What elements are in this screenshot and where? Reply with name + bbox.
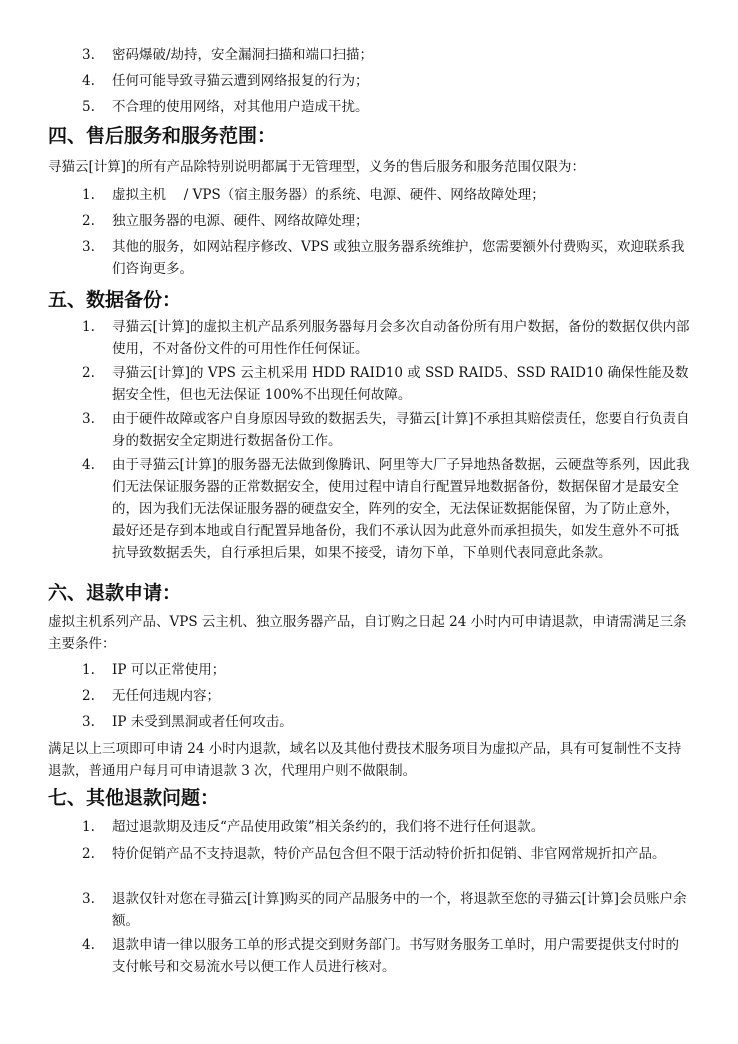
list-item: 3. 退款仅针对您在寻猫云[计算]购买的同产品服务中的一个，将退款至您的寻猫云[计算]会员账户余额。: [82, 891, 687, 929]
list-item: 2. 特价促销产品不支持退款，特价产品包含但不限于活动特价折扣促销、非官网常规折扣产品。: [82, 846, 666, 862]
list-item: 4. 退款申请一律以服务工单的形式提交到财务部门。书写财务服务工单时，用户需要提供支付时的支付帐号和交易流水号以便工作人员进行核对。: [82, 937, 679, 975]
section-heading-data-backup: 五、数据备份：: [48, 289, 182, 311]
list-item: 3. IP 未受到黑洞或者任何攻击。: [82, 714, 293, 730]
section-outro: 满足以上三项即可申请 24 小时内退款，域名以及其他付费技术服务项目为虚拟产品，具有可复制性不支持退款，普通用户每月可申请退款 3 次，代理用户则不做限制。: [48, 741, 682, 779]
list-item: 2. 无任何违规内容；: [82, 688, 220, 704]
section-intro: 寻猫云[计算]的所有产品除特别说明都属于无管理型，义务的售后服务和服务范围仅限为：: [48, 159, 586, 175]
list-item: 1. IP 可以正常使用；: [82, 662, 226, 678]
list-item: 3. 密码爆破/劫持，安全漏洞扫描和端口扫描；: [82, 47, 374, 63]
list-item: 2. 寻猫云[计算]的 VPS 云主机采用 HDD RAID10 或 SSD RAID5、SSD RAID10 确保性能及数据安全性，但也无法保证 100%不出现任何故障。: [82, 365, 689, 403]
list-item: 1. 超过退款期及违反“产品使用政策”相关条约的，我们将不进行任何退款。: [82, 819, 545, 835]
section-heading-after-sales: 四、售后服务和服务范围：: [48, 125, 277, 147]
list-item: 2. 独立服务器的电源、硬件、网络故障处理；: [82, 213, 369, 229]
section-heading-other-refund: 七、其他退款问题：: [48, 787, 220, 809]
list-item: 1. 虚拟主机 / VPS（宿主服务器）的系统、电源、硬件、网络故障处理；: [82, 187, 545, 203]
list-item: 3. 其他的服务，如网站程序修改、VPS 或独立服务器系统维护，您需要额外付费购买，欢迎联系我们咨询更多。: [82, 239, 685, 277]
list-item: 3. 由于硬件故障或客户自身原因导致的数据丢失，寻猫云[计算]不承担其赔偿责任，您要自行负责自身的数据安全定期进行数据备份工作。: [82, 411, 690, 449]
list-item: 4. 任何可能导致寻猫云遭到网络报复的行为；: [82, 73, 369, 89]
section-heading-refund-application: 六、退款申请：: [48, 582, 182, 604]
list-item: 1. 寻猫云[计算]的虚拟主机产品系列服务器每月会多次自动备份所有用户数据，备份的数据仅供内部使用，不对备份文件的可用性作任何保证。: [82, 319, 690, 357]
list-item: 4. 由于寻猫云[计算]的服务器无法做到像腾讯、阿里等大厂子异地热备数据，云硬盘等系列，因此我们无法保证服务器的正常数据安全，使用过程中请自行配置异地数据备份，数据保留才是最安全的，因为我们无法保证服务器的硬盘安全，阵列的安全，无法保证数据能保留，为了防止意外，最好还是存到本地或自行配置异地备份，我们不承认因为此意外而承担损失，如发生意外不可抵抗导致数据丢失，自行承担后果，如果不接受，请勿下单，下单则代表同意此条款。: [82, 457, 690, 561]
section-intro: 虚拟主机系列产品、VPS 云主机、独立服务器产品，自订购之日起 24 小时内可申请退款，申请需满足三条主要条件：: [48, 614, 687, 652]
list-item: 5. 不合理的使用网络，对其他用户造成干扰。: [82, 99, 369, 115]
